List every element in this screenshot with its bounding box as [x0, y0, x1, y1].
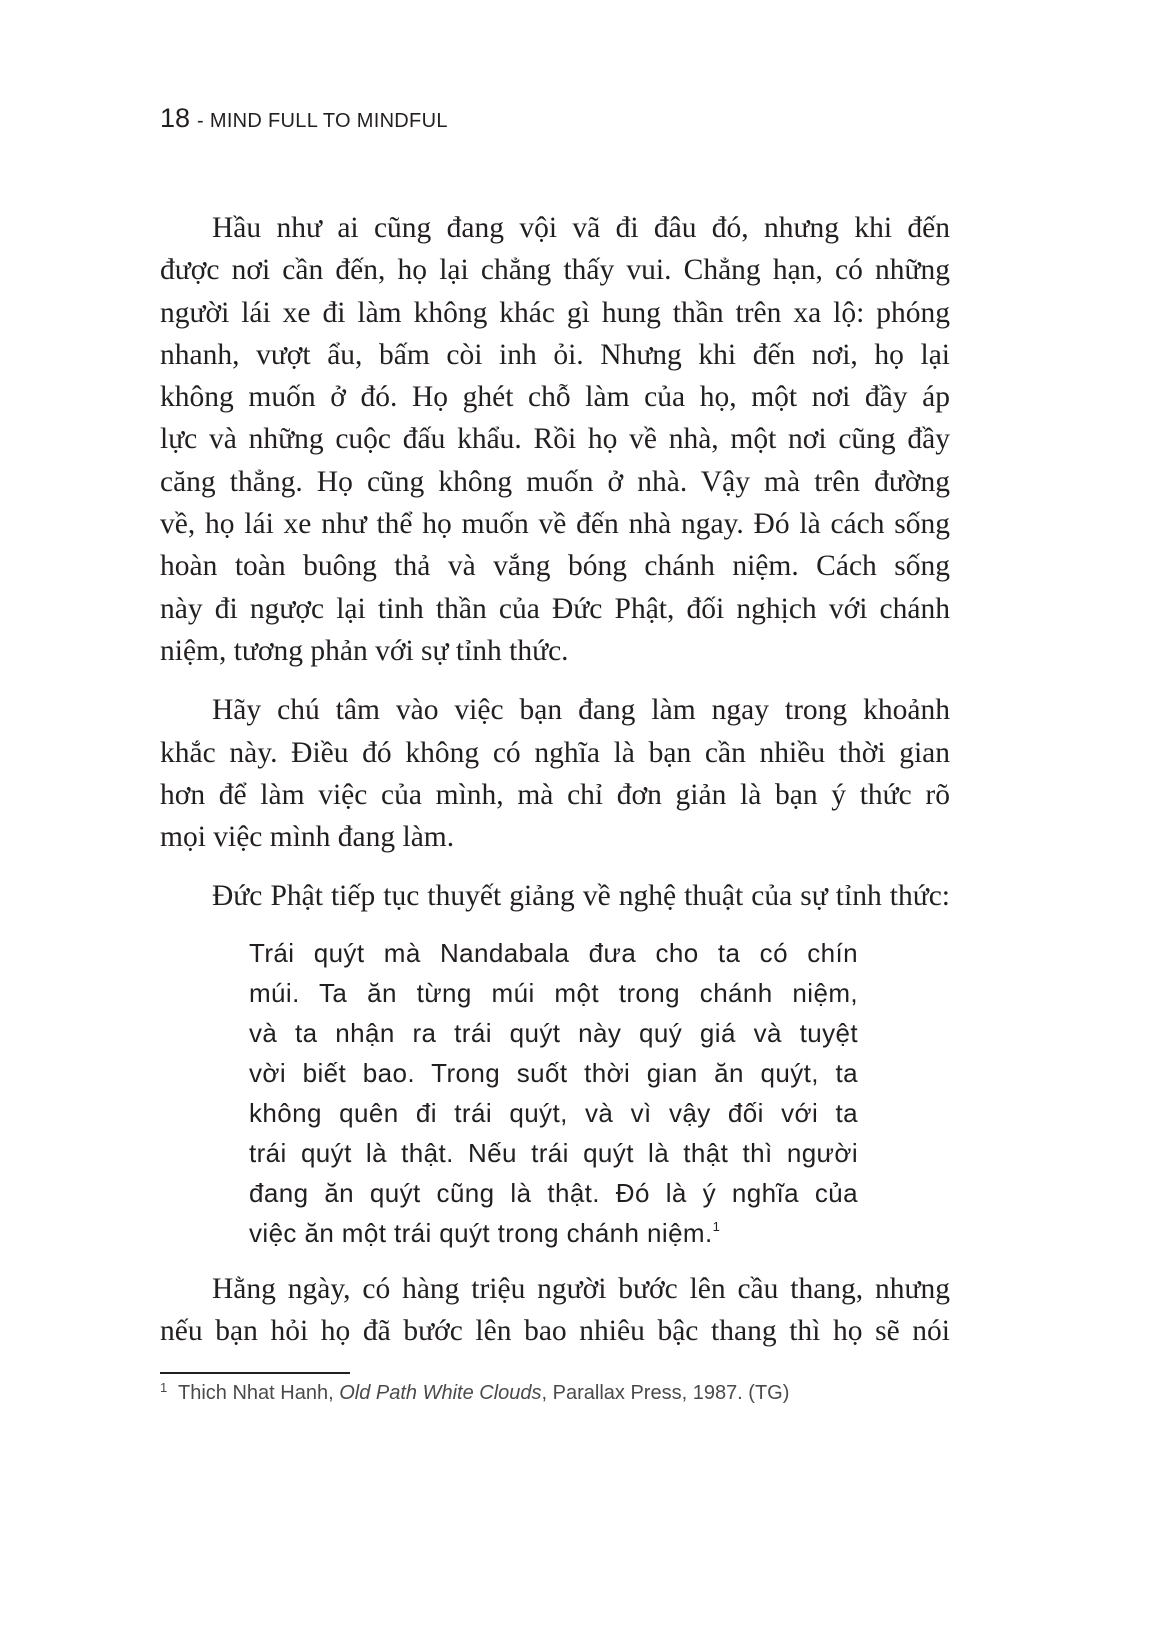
running-title: - MIND FULL TO MINDFUL	[197, 110, 448, 132]
quote-line: vời biết bao. Trong suốt thời gian ăn quýt, ta	[249, 1057, 858, 1088]
text-line: được nơi cần đến, họ lại chẳng thấy vui. Chẳng hạn, có những	[160, 254, 950, 287]
text-line: căng thẳng. Họ cũng không muốn ở nhà. Vậy mà trên đường	[160, 465, 950, 498]
text-line: mọi việc mình đang làm.	[160, 821, 455, 854]
footnote-divider	[160, 1372, 350, 1374]
text-line: người lái xe đi làm không khác gì hung thần trên xa lộ: phóng	[160, 296, 950, 329]
quote-line-text: việc ăn một trái quýt trong chánh niệm.	[249, 1217, 713, 1248]
text-line: không muốn ở đó. Họ ghét chỗ làm của họ, một nơi đầy áp	[160, 381, 950, 414]
quote-line: không quên đi trái quýt, và vì vậy đối với ta	[249, 1097, 858, 1128]
paragraph	[160, 875, 950, 917]
page-number: 18	[160, 103, 191, 133]
block-quote	[249, 933, 858, 1253]
footnote-reference: 1	[712, 1218, 720, 1234]
footnote-book-title: Old Path White Clouds	[339, 1382, 542, 1404]
text-line: lực và những cuộc đấu khẩu. Rồi họ về nhà, một nơi cũng đầy	[160, 423, 950, 456]
text-line: khắc này. Điều đó không có nghĩa là bạn cần nhiều thời gian	[160, 736, 950, 769]
body-text	[160, 207, 950, 1352]
quote-line: và ta nhận ra trái quýt này quý giá và tuyệt	[249, 1017, 858, 1048]
text-line: Đức Phật tiếp tục thuyết giảng về nghệ thuật của sự tỉnh thức:	[212, 880, 950, 913]
text-line: niệm, tương phản với sự tỉnh thức.	[160, 634, 569, 667]
quote-line: đang ăn quýt cũng là thật. Đó là ý nghĩa của	[249, 1177, 858, 1208]
paragraph	[160, 207, 950, 672]
text-line: Hầu như ai cũng đang vội vã đi đâu đó, nhưng khi đến	[212, 212, 950, 244]
running-header	[160, 103, 448, 133]
quote-line: trái quýt là thật. Nếu trái quýt là thật thì người	[249, 1137, 858, 1168]
text-line: Hằng ngày, có hàng triệu người bước lên cầu thang, nhưng	[212, 1272, 950, 1305]
quote-line: múi. Ta ăn từng múi một trong chánh niệm,	[249, 977, 858, 1008]
footnote-publication: , Parallax Press, 1987. (TG)	[541, 1382, 790, 1404]
text-line: về, họ lái xe như thể họ muốn về đến nhà ngay. Đó là cách sống	[160, 508, 950, 541]
quote-line: Trái quýt mà Nandabala đưa cho ta có chín	[249, 937, 858, 968]
footnote-author: Thich Nhat Hanh,	[178, 1382, 334, 1404]
text-line: hoàn toàn buông thả và vắng bóng chánh niệm. Cách sống	[160, 550, 950, 583]
text-line: nếu bạn hỏi họ đã bước lên bao nhiêu bậc thang thì họ sẽ nói	[160, 1315, 950, 1348]
paragraph	[160, 689, 950, 858]
text-line: Hãy chú tâm vào việc bạn đang làm ngay trong khoảnh	[212, 694, 950, 727]
quote-line-last	[249, 1213, 858, 1253]
text-line: hơn để làm việc của mình, mà chỉ đơn giản là bạn ý thức rõ	[160, 778, 950, 811]
paragraph	[160, 1268, 950, 1353]
text-line: nhanh, vượt ẩu, bấm còi inh ỏi. Nhưng khi đến nơi, họ lại	[160, 338, 950, 371]
footnote: 1 Thich Nhat Hanh, Old Path White Clouds, Parallax Press, 1987. (TG)	[160, 1380, 790, 1404]
text-line: này đi ngược lại tinh thần của Đức Phật, đối nghịch với chánh	[160, 592, 950, 625]
